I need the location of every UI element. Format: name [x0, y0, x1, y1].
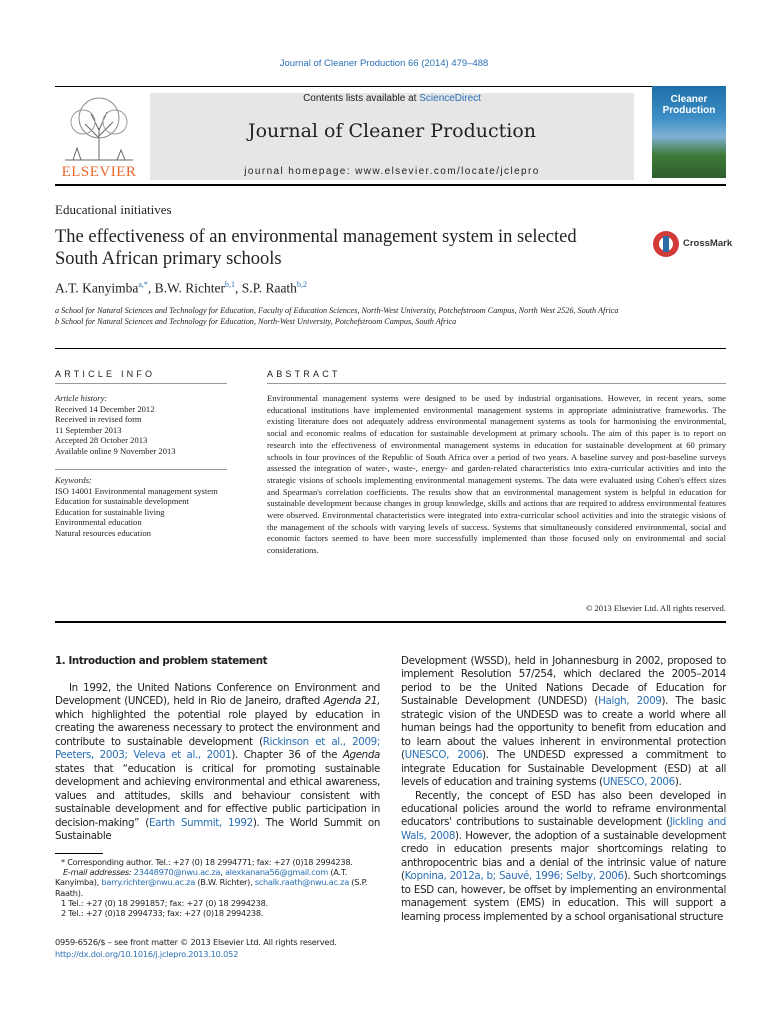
author-sup[interactable]: a,* [138, 280, 148, 289]
section-label: Educational initiatives [55, 202, 172, 217]
meta-bottom-rule [55, 621, 726, 623]
affiliation-a: a School for Natural Sciences and Technology for Education, Faculty of Education Sciences, North-West University, Potchefstroom Campus, North West 2526, South Africa [55, 306, 619, 315]
issn-line: 0959-6526/$ – see front matter © 2013 Elsevier Ltd. All rights reserved. [55, 937, 337, 947]
citation-link[interactable]: Jickling and Wals, 2008 [401, 816, 726, 842]
abstract-text: Environmental management systems were designed to be used by industrial organisations. However, in recent years, some educational institutions have implemented environmental management systems in appropriate administrative frameworks. The existing literature does not adequately address environmental management systems as tools for harmonising the environmental, social and economic realms of education for sustainable development at primary schools. The aim of this paper is to report on research into the effectiveness of environmental management systems in education for sustainable development at 60 primary schools in four provinces of the Republic of South Africa over a period of two years. A baseline survey and post-baseline surveys assessed the integration of water-, waste-, energy- and garden-related characteristics into extra-curricular activities and into the strategic visions of schools implementing environmental management systems. The data were evaluated using Cohen's effect sizes and Spearman's correlation coefficients. The results show that an environmental management system is helpful in education for sustainable development because changes in group knowledge, skills and actions that are required to address environmental features were observed. Environmental characteristics were integrated into extra-curricular school activities and into the strategic visions of the management of the schools with varying levels of success. Systems that simultaneously considered environmental, social and economic factors seemed to have been more successfully implemented than those focused only on environmental and social considerations. [267, 393, 726, 556]
header-bottom-rule [55, 184, 726, 186]
text-run: Recently, the concept of ESD has also been developed in educational policies around the world to reframe environmental educators' contributions to sustainable development ( [401, 789, 726, 829]
paragraph [55, 682, 380, 843]
text-run: ). The basic strategic vision of the UNDESD was to create a world where all human beings had the opportunity to benefit from education and to learn about the values inherent in environmental protection ( [401, 695, 726, 762]
text-run: ). Chapter 36 of the [231, 749, 343, 762]
author-sup[interactable]: b,2 [296, 280, 307, 289]
text-run: (B.W. Richter), [194, 877, 255, 888]
author-name: B.W. Richter [154, 280, 226, 296]
history-item: 11 September 2013 [55, 424, 122, 435]
article-info-heading: ARTICLE INFO [55, 369, 156, 379]
keyword: Education for sustainable development [55, 496, 189, 507]
abstract-copyright: © 2013 Elsevier Ltd. All rights reserved. [585, 603, 726, 613]
text-run: states that “education is critical for promoting sustainable development and achieving environmental and ethical awareness, values and attitudes, skills and behaviour consistent with sustainable development and for effective public participation in decision-making” ( [55, 762, 380, 829]
paragraph [401, 790, 726, 925]
cover-title: Cleaner Production [662, 94, 716, 116]
section-heading: 1. Introduction and problem statement [55, 655, 268, 667]
text-run: In 1992, the United Nations Conference on Environment and Development (UNCED), held in Rio de Janeiro, drafted [55, 682, 380, 708]
email-link[interactable]: barry.richter@nwu.ac.za [101, 877, 195, 888]
text-run: Development (WSSD), held in Johannesburg in 2002, proposed to implement Resolution 57/254, which declared the 2005–2014 period to be the United Nations Decade of Education for Sustainable Development (UNDESD) ( [401, 655, 726, 708]
email-link[interactable]: alexkanana56@gmail.com [225, 867, 328, 878]
italic-run: Agenda [342, 749, 380, 762]
italic-run: Agenda 21, [323, 695, 380, 708]
text-run: ). However, the adoption of a sustainable development credo in education presents major shortcomings relating to anthropocentric bias and a denial of the intrinsic value of nature ( [401, 829, 727, 883]
text-run: which highlighted the potential role played by education in creating the awareness necessary to protect the environment and contribute to sustainable development ( [55, 708, 380, 748]
citation-link[interactable]: UNESCO, 2006 [404, 749, 483, 762]
sciencedirect-link[interactable]: ScienceDirect [419, 93, 481, 104]
author-name: S.P. Raath [241, 280, 297, 296]
keywords-label: Keywords: [55, 475, 92, 485]
footnote-emails [55, 867, 380, 898]
citation-link[interactable]: Rickinson et al., 2009; Peeters, 2003; Veleva et al., 2001 [55, 735, 381, 762]
footnote-2: 2 Tel.: +27 (0)18 2994733; fax: +27 (0)18 2994238. [61, 908, 264, 919]
text-run: ). The UNDESD expressed a commitment to integrate Education for Sustainable Development (ESD) at all levels of education and training systems ( [401, 749, 726, 789]
author-list: A.T. Kanyimba$^{a,*}$, B.W. Richter$^{b,1}$, S.P. Raath$^{b,2}$ [55, 280, 307, 296]
footnote-corresponding: * Corresponding author. Tel.: +27 (0) 18 2994771; fax: +27 (0)18 2994238. [61, 857, 353, 867]
text-run: ). The World Summit on Sustainable [55, 816, 380, 842]
keyword: Natural resources education [55, 527, 151, 538]
publisher-name: ELSEVIER [61, 164, 137, 180]
keyword: Environmental education [55, 517, 142, 528]
text-run: ). [674, 776, 682, 789]
text-run: ). Such shortcomings to ESD can, however, be offset by implementing an environmental management system (EMS) in education. This will support a learning process implemented by a school organisational structure [401, 870, 727, 923]
journal-title: Journal of Cleaner Production [247, 120, 537, 142]
abstract-heading: ABSTRACT [267, 369, 341, 379]
crossmark-label: CrossMark [683, 238, 733, 249]
citation-link[interactable]: Earth Summit, 1992 [148, 816, 253, 829]
history-item: Received 14 December 2012 [55, 403, 155, 414]
abstract-rule [267, 383, 726, 384]
elsevier-logo [55, 88, 143, 180]
citation-link[interactable]: UNESCO, 2006 [602, 776, 675, 789]
body-left-column [55, 682, 380, 843]
history-label: Article history: [55, 393, 108, 403]
paragraph [401, 655, 726, 790]
footnotes [55, 857, 380, 918]
journal-cover-image [652, 86, 726, 178]
article-history [55, 393, 227, 457]
keyword: ISO 14001 Environmental management system [55, 485, 218, 496]
email-link[interactable]: 23448970@nwu.ac.za [133, 867, 221, 878]
doi-link[interactable]: http://dx.doi.org/10.1016/j.jclepro.2013.10.052 [55, 948, 239, 959]
journal-homepage[interactable]: journal homepage: www.elsevier.com/locate/jclepro [244, 166, 540, 177]
keywords [55, 475, 227, 539]
text-run: , [220, 867, 225, 878]
crossmark-badge[interactable] [652, 230, 732, 258]
meta-top-rule [55, 348, 726, 349]
citation-link[interactable]: Kopnina, 2012a, b; Sauvé, 1996; Selby, 2006 [404, 870, 624, 883]
text-run: (S.P. Raath). [55, 877, 368, 898]
contents-prefix: Contents lists available at [303, 93, 420, 104]
crossmark-icon [652, 230, 680, 258]
keyword: Education for sustainable living [55, 506, 165, 517]
history-item: Accepted 28 October 2013 [55, 435, 148, 446]
footnote-1: 1 Tel.: +27 (0) 18 2991857; fax: +27 (0) 18 2994238. [61, 897, 268, 908]
page-footer [55, 937, 337, 960]
journal-reference[interactable]: Journal of Cleaner Production 66 (2014) 479–488 [279, 58, 489, 69]
contents-line [150, 93, 634, 104]
article-info-rule [55, 383, 227, 384]
text-run: (A.T. Kanyimba), [55, 867, 347, 888]
affiliations [55, 306, 675, 327]
article-title: The effectiveness of an environmental management system in selected South African primary schools [55, 227, 577, 269]
history-item: Available online 9 November 2013 [55, 445, 176, 456]
history-item: Received in revised form [55, 414, 142, 425]
affiliation-b: b School for Natural Sciences and Technology for Education, North-West University, Potchefstroom Campus, South Africa [55, 316, 457, 326]
body-right-column [401, 655, 726, 924]
email-link[interactable]: schalk.raath@nwu.ac.za [254, 877, 349, 888]
keywords-rule [55, 469, 227, 470]
author-sup[interactable]: b,1 [225, 280, 236, 289]
citation-link[interactable]: Haigh, 2009 [598, 695, 662, 708]
email-label: E-mail addresses: [63, 867, 132, 878]
header-top-rule [55, 86, 726, 87]
footnote-rule [55, 853, 103, 854]
author-name: A.T. Kanyimba [55, 280, 139, 296]
